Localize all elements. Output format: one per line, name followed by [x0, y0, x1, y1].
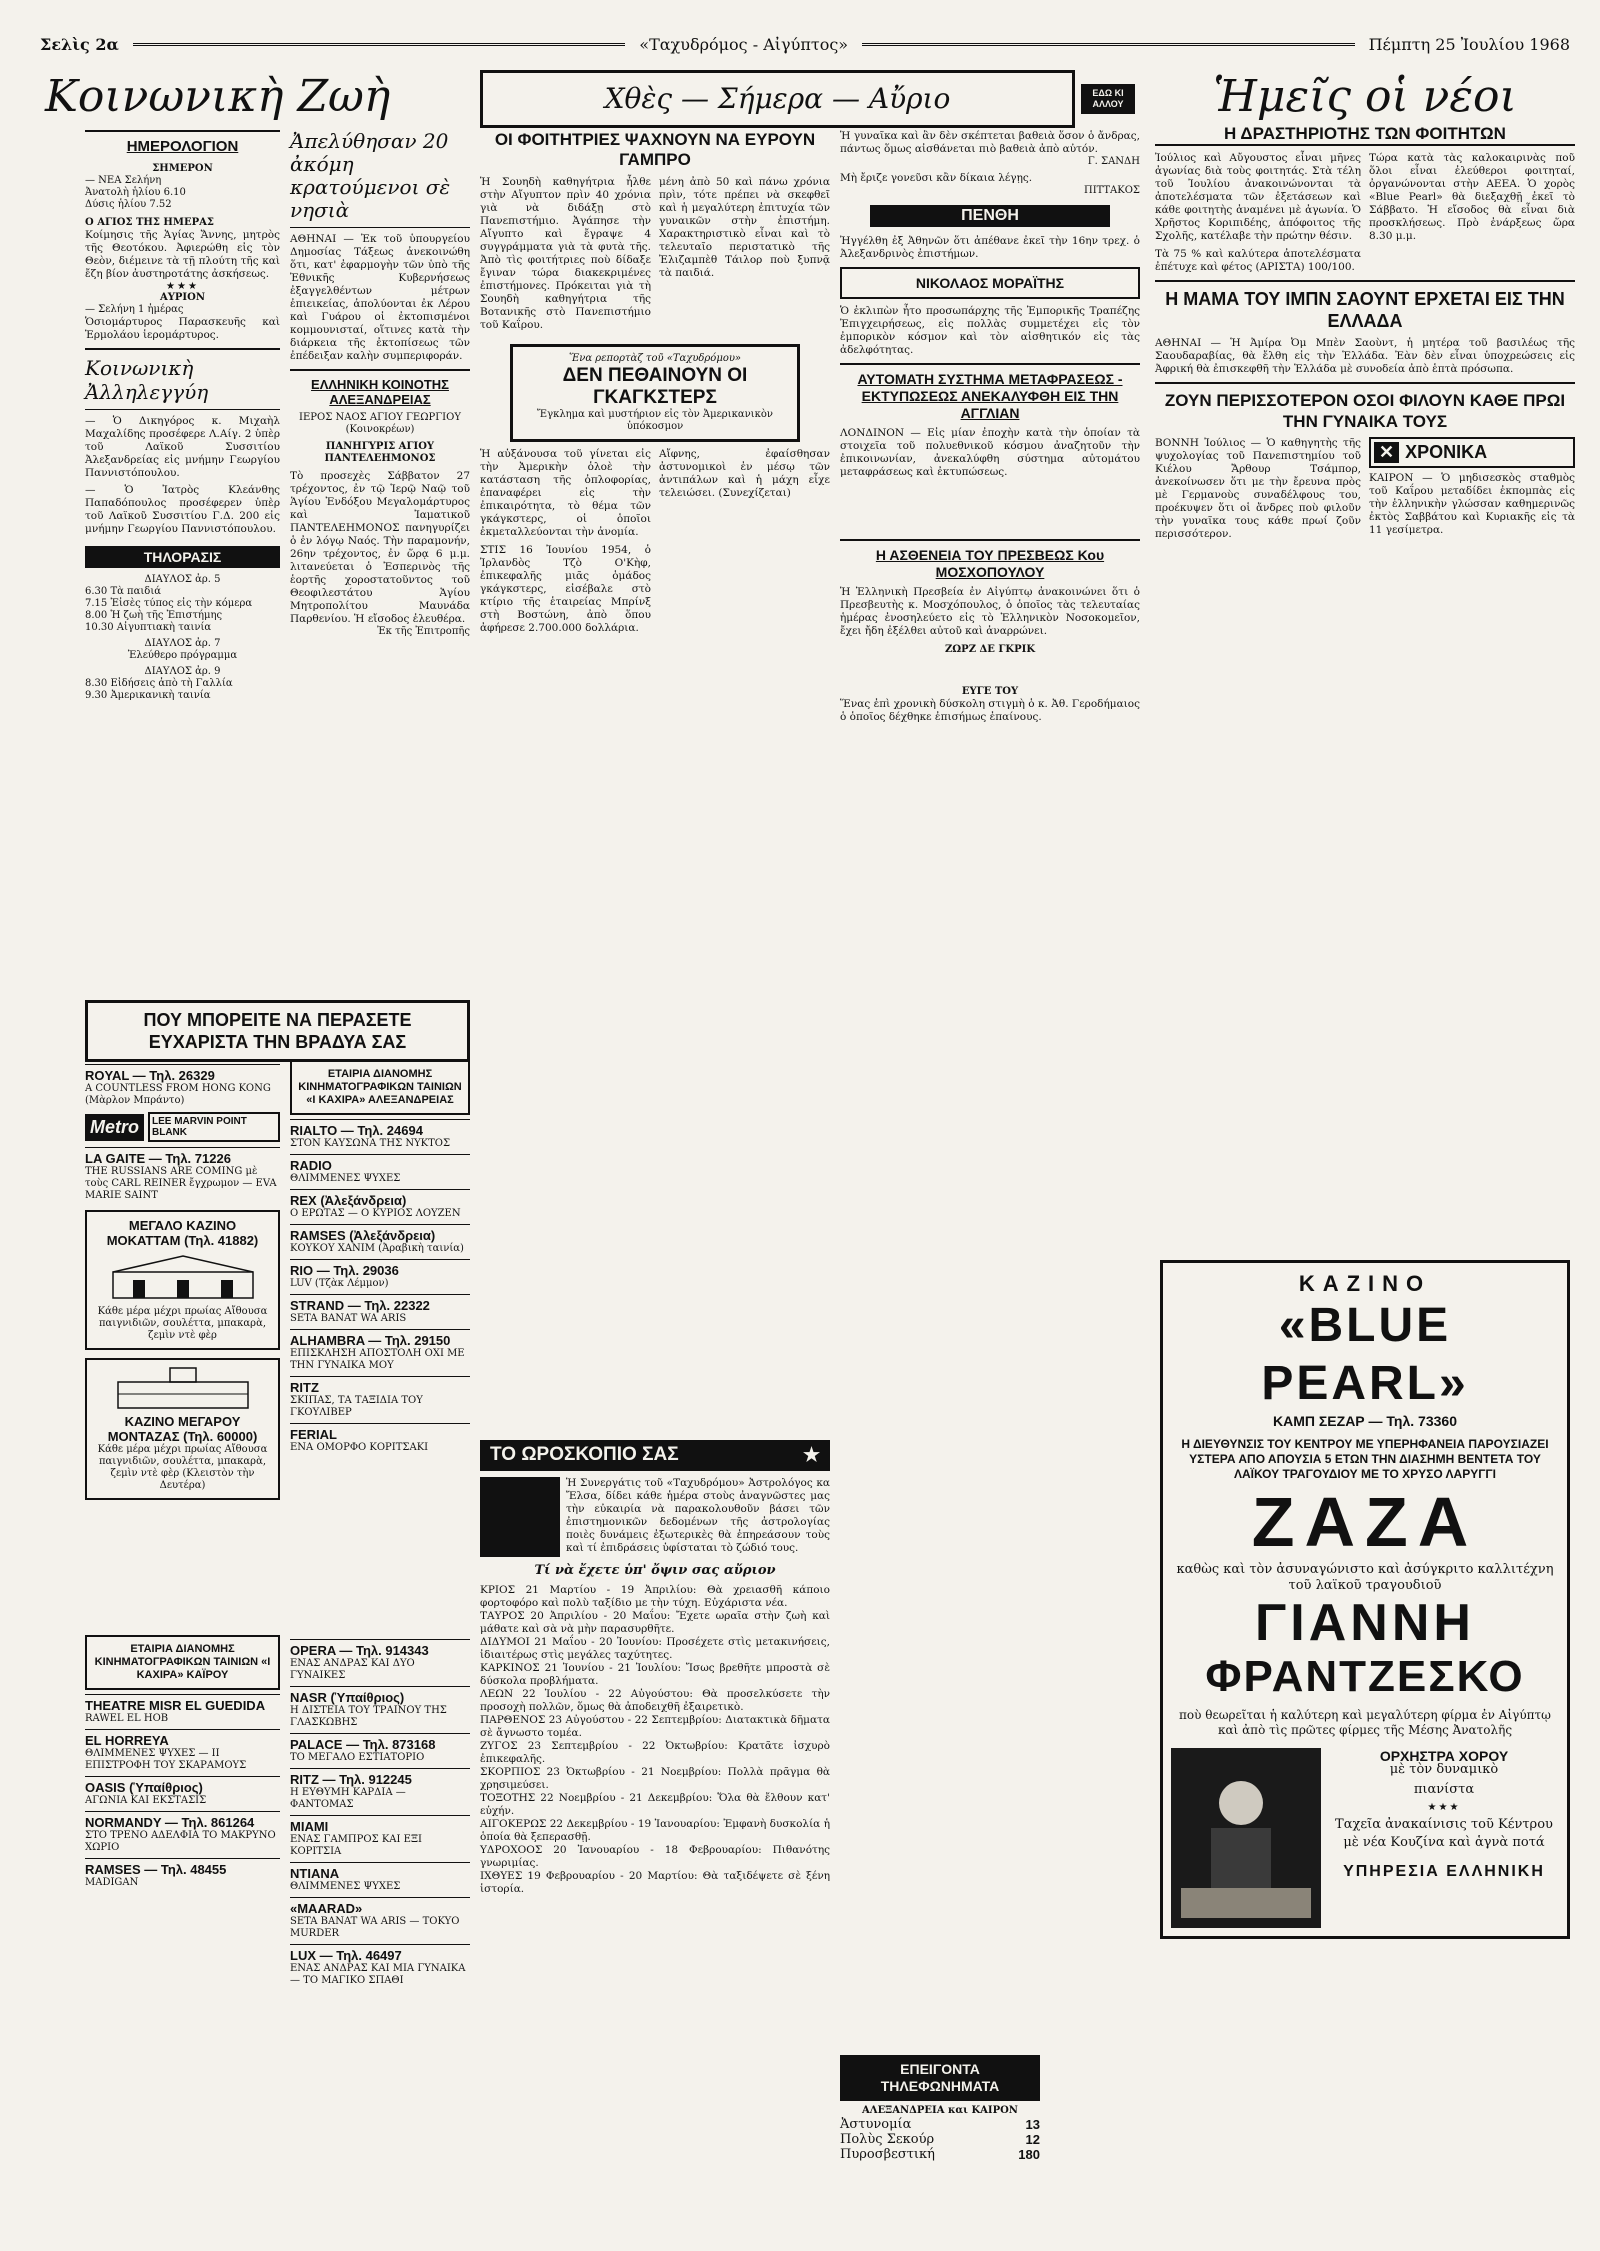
cinema-list [85, 1694, 280, 1889]
cinema-name: OASIS (Ὑπαίθριος) [85, 1776, 280, 1795]
ad-singer: ΖΑΖΑ [1251, 1483, 1479, 1561]
tv-entry: 6.30 Τὰ παιδιά [85, 586, 161, 597]
cinema-name: LUX — Τηλ. 46497 [290, 1944, 470, 1963]
article-body: Τώρα κατὰ τὰς καλοκαιρινὰς ποῦ ὅλοι εἶναι ἐλεύθεροι φοιτηταί, ὀργανώνονται στὴν ΑΕΕΑ. Ὁ χορὸς «Blue Pearl» θὰ διεξαχθῇ ἐκεῖ τὸ Σάββατο. Ἡ εἴσοδος θὰ εἶναι διὰ προσκλήσεως. Πρὸ ἐνάρξεως ὥρα 8.30 μ.μ. [1369, 152, 1575, 242]
gangsters-body: ΣΤΙΣ 16 Ἰουνίου 1954, ὁ Ἰρλανδὸς Τζὸ Ο'Κὴφ, ἐπικεφαλῆς μιᾶς ὁμάδος γκάγκστερς, εἰσέβαλε στὸ κτίριο τῆς ἑταιρείας Μπρίνξ στὴ Βοστώνη, ἀπὸ ὅπου ἀφήρεσε 2.700.000 δολλάρια. [480, 544, 651, 634]
quote-author: Γ. ΣΑΝΔΗ [1087, 156, 1140, 167]
article-title: ΕΥΓΕ ΤΟΥ [961, 686, 1019, 697]
page-number: Σελὶς 2α [40, 34, 119, 54]
gangsters-body: Ἡ αὐξάνουσα τοῦ γίνεται εἰς τὴν Ἀμερικὴν ὁλοὲ τὴν κατάσταση τῆς ὀπλοφορίας, ἐπαναφέρει εἰς τὴν ἐπικαιρότητα, τὸ θέμα τῶν γκάγκστερς, οἱ ὁποῖοι ἐκμεταλλεύονται τὴν ἀνομία. [480, 448, 651, 538]
cinema-name: EL HORREYA [85, 1729, 280, 1748]
section-title: Ἡμεῖς οἱ νέοι [1213, 71, 1517, 122]
metro-ad [85, 1112, 280, 1142]
distribution-title: ΕΤΑΙΡΙΑ ΔΙΑΝΟΜΗΣ ΚΙΝΗΜΑΤΟΓΡΑΦΙΚΩΝ ΤΑΙΝΙΩΝ «Ι ΚΑΧΙΡΑ» ΚΑΪΡΟΥ [85, 1635, 280, 1690]
casino-text: Κάθε μέρα μέχρι πρωίας Αἴθουσα παιγνιδιῶν, σουλέττα, μπακαρὰ, ζεμὶν ντὲ φὲρ (Κλειστὸν τὴν Δευτέρα) [97, 1444, 268, 1491]
ad-announce: Η ΔΙΕΥΘΥΝΣΙΣ ΤΟΥ ΚΕΝΤΡΟΥ ΜΕ ΥΠΕΡΗΦΑΝΕΙΑ ΠΑΡΟΥΣΙΑΖΕΙ ΥΣΤΕΡΑ ΑΠΟ ΑΠΟΥΣΙΑ 5 ΕΤΩΝ ΤΗΝ ΔΙΑΣΗΜΗ ΒΕΝΤΕΤΑ ΤΟΥ ΛΑΪΚΟΥ ΤΡΑΓΟΥΔΙΟΥ ΜΕ ΤΟ ΧΡΥΣΟ ΛΑΡΥΓΓΙ [1181, 1437, 1549, 1481]
horoscope-sign: ΖΥΓΟΣ 23 Σεπτεμβρίου - 22 Ὀκτωβρίου: Κρατᾶτε ἰσχυρὸ ἐπικεφαλῆς. [480, 1740, 830, 1765]
cinema-film: ΕΝΑ ΟΜΟΡΦΟ ΚΟΡΙΤΣΑΚΙ [290, 1442, 429, 1453]
ad-orchestra: ΟΡΧΗΣΤΡΑ ΧΟΡΟΥ [1379, 1748, 1509, 1764]
article-title: Η ΑΣΘΕΝΕΙΑ ΤΟΥ ΠΡΕΣΒΕΩΣ Κου ΜΟΣΧΟΠΟΥΛΟΥ [875, 547, 1105, 580]
ad-service: ΥΠΗΡΕΣΙΑ ΕΛΛΗΝΙΚΗ [1343, 1863, 1545, 1880]
byline: ΖΩΡΖ ΔΕ ΓΚΡΙΚ [944, 644, 1036, 655]
column-news [290, 130, 470, 638]
emergency-calls [840, 2055, 1040, 2162]
cinema-film: ΘΛΙΜΜΕΝΕΣ ΨΥΧΕΣ [290, 1173, 401, 1184]
column-foitites [480, 130, 830, 635]
horoscope-sign: ΣΚΟΡΠΙΟΣ 23 Ὀκτωβρίου - 21 Νοεμβρίου: Πολλὰ πρᾶγμα θὰ χρησιμεύσει. [480, 1766, 830, 1791]
ad-pianist: πιανίστα [1413, 1782, 1475, 1797]
hemerologion-heading: ΗΜΕΡΟΛΟΓΙΟΝ [126, 138, 239, 155]
article-title: Η ΜΑΜΑ ΤΟΥ ΙΜΠΝ ΣΑΟΥΝΤ ΕΡΧΕΤΑΙ ΕΙΣ ΤΗΝ ΕΛΛΑΔΑ [1165, 289, 1565, 331]
section-title: Κοινωνικὴ Ζωὴ [45, 71, 391, 122]
casino-title: ΜΕΓΑΛΟ ΚΑΖΙΝΟ ΜΟΚΑΤΤΑΜ (Τηλ. 41882) [106, 1218, 259, 1248]
today-label: ΣΗΜΕΡΟΝ [152, 163, 213, 174]
tv-channel: ΔΙΑΥΛΟΣ ἀρ. 9 [144, 666, 221, 677]
cinema-film: ΣΤΟ ΤΡΕΝΟ ΑΔΕΛΦΙΑ ΤΟ ΜΑΚΡΥΝΟ ΧΩΡΙΟ [85, 1830, 276, 1853]
cinema-film: Η ΔΙΣΤΕΙΑ ΤΟΥ ΤΡΑΙΝΟΥ ΤΗΣ ΓΛΑΣΚΩΒΗΣ [290, 1705, 447, 1728]
cinema-film: ΕΠΙΣΚΛΗΣΗ ΑΠΟΣΤΟΛΗ ΟΧΙ ΜΕ ΤΗΝ ΓΥΝΑΙΚΑ ΜΟΥ [290, 1348, 465, 1371]
quote-author: ΠΙΤΤΑΚΟΣ [1084, 185, 1140, 196]
horoscope-subhead: Τί νὰ ἔχετε ὑπ' ὄψιν σας αὔριον [534, 1563, 776, 1578]
article-title: ΖΟΥΝ ΠΕΡΙΣΣΟΤΕΡΟΝ ΟΣΟΙ ΦΙΛΟΥΝ ΚΑΘΕ ΠΡΩΙ ΤΗΝ ΓΥΝΑΙΚΑ ΤΟΥΣ [1164, 391, 1566, 431]
horoscope-banner [480, 1440, 830, 1471]
casino-montaza [85, 1358, 280, 1500]
gangsters-sub: Ἔγκλημα καὶ μυστήριον εἰς τὸν Ἀμερικανικὸν ὑπόκοσμον [537, 409, 773, 432]
sunrise-line: Ἀνατολὴ ἡλίου 6.10 [85, 187, 186, 198]
cinema-name: RADIO [290, 1154, 470, 1173]
cinema-film: Η ΕΥΘΥΜΗ ΚΑΡΔΙΑ — ΦΑΝΤΟΜΑΣ [290, 1787, 406, 1810]
astrologer-photo [480, 1477, 560, 1557]
cinema-film: ΘΛΙΜΜΕΝΕΣ ΨΥΧΕΣ — ΙΙ ΕΠΙΣΤΡΟΦΗ ΤΟΥ ΣΚΑΡΑΜΟΥΣ [85, 1748, 247, 1771]
horoscope [480, 1440, 830, 1896]
tomorrow-label: ΑΥΡΙΟΝ [160, 292, 205, 303]
feast-name: ΠΑΝΗΓΥΡΙΣ ΑΓΙΟΥ ΠΑΝΤΕΛΕΗΜΟΝΟΣ [324, 441, 436, 464]
article-body: ΚΑΙΡΟΝ — Ὁ μηδισεσκὸς σταθμὸς τοῦ Καΐρου μεταδίδει ἐκπομπὰς εἰς τὴν ἑλληνικὴν γλώσσαν καθημερινῶς ἐκτὸς Σαββάτου καὶ Κυριακῆς εἰς τὰ 11 γεσίμετρα. [1369, 472, 1575, 536]
emergency-list [840, 2117, 1040, 2162]
article-body: Ἡ Ἑλληνικὴ Πρεσβεία ἐν Αἰγύπτῳ ἀνακοινώνει ὅτι ὁ Πρεσβευτὴς κ. Μοσχόπουλος, ὁ ὁποῖος τὰς τελευταίας ἡμέρας ἐνοσηλεύετο εἰς τὸ Ἑλληνικὸν Νοσοκομεῖον, ἔχει ἤδη ἐξέλθει αὐτοῦ καὶ ἀναρρώνει. [840, 586, 1140, 637]
cinema-film: SETA BANAT WA ARIS [290, 1313, 407, 1324]
star-divider: ★★★ [166, 281, 199, 292]
header-rule [862, 43, 1355, 46]
cinema-film: MADIGAN [85, 1877, 139, 1888]
distribution-cairo [85, 1635, 470, 1987]
horoscope-sign: ΤΟΞΟΤΗΣ 22 Νοεμβρίου - 21 Δεκεμβρίου: Ὅλα θὰ ἔλθουν κατ' εὐχήν. [480, 1792, 830, 1817]
emergency-row [840, 2132, 1040, 2147]
header-rule [133, 43, 626, 46]
cinema-name: RITZ — Τηλ. 912245 [290, 1768, 470, 1787]
column-neoi [1155, 70, 1575, 541]
distribution-alexandria [290, 1060, 470, 1454]
tv-entry: 9.30 Ἀμερικανικὴ ταινία [85, 690, 211, 701]
article-body: Ἡ Σουηδὴ καθηγήτρια ἦλθε στὴν Αἴγυπτον πρὶν 40 χρόνια γιὰ νὰ διδάξῃ στὸ Πανεπιστήμιο. Ἀγάπησε τὴν Αἴγυπτο καὶ ἔγραψε 4 συγγράμματα γιὰ τὰ φυτὰ τῆς. Ἀπὸ τὶς φοιτήτριες ποὺ δίδαξε ἔγιναν τώρα διακεκριμένες ἐπιστήμονες. Πρόκειται γιὰ τὴ Σουηδὴ καθηγήτρια τῆς Βοτανικῆς στὸ Πανεπιστήμιο τοῦ Καΐρου. [480, 176, 651, 331]
gangsters-kicker: Ἕνα ρεπορτὰζ τοῦ «Ταχυδρόμου» [568, 353, 742, 364]
article-body: Τὰ 75 % καὶ καλύτερα ἀποτελέσματα ἐπέτυχε καὶ φέτος (ΑΡΙΣΤΑ) 100/100. [1155, 248, 1361, 273]
issue-date: Πέμπτη 25 Ἰουλίου 1968 [1368, 34, 1570, 54]
ad-orchestra-sub: μὲ τὸν δυναμικὸ [1389, 1762, 1499, 1777]
cairo-right [290, 1635, 470, 1987]
cinema-film: ΕΝΑΣ ΑΝΔΡΑΣ ΚΑΙ ΜΙΑ ΓΥΝΑΙΚΑ — ΤΟ ΜΑΓΙΚΟ ΣΠΑΘΙ [290, 1963, 466, 1986]
paper-name: «Ταχυδρόμος - Αἰγύπτος» [639, 34, 849, 54]
tv-entry: 8.30 Εἰδήσεις ἀπὸ τὴ Γαλλία [85, 678, 233, 689]
moon-line: — ΝΕΑ Σελήνη [85, 175, 162, 186]
banner-title: Χθὲς — Σήμερα — Αὔριο [480, 70, 1075, 128]
emergency-number: 12 [1025, 2132, 1040, 2147]
cinema-name: OPERA — Τηλ. 914343 [290, 1639, 470, 1658]
solidarity-item: — Ὁ Δικηγόρος κ. Μιχαὴλ Μαχαλίδης προσέφερε Λ.Αίγ. 2 ὑπὲρ τοῦ Λαϊκοῦ Συσσιτίου Ἀλεξανδρείας εἰς μνήμην Γεωργίου Παννιστόπουλου. [85, 415, 280, 479]
horoscope-sign: ΠΑΡΘΕΝΟΣ 23 Αὐγούστου - 22 Σεπτεμβρίου: Διατακτικὰ δῆματα σὲ ἄγνωστο τομέα. [480, 1714, 830, 1739]
cinema-film: ΘΛΙΜΜΕΝΕΣ ΨΥΧΕΣ [290, 1881, 401, 1892]
casino-mokattam [85, 1210, 280, 1350]
horoscope-title: ΤΟ ΩΡΟΣΚΟΠΙΟ ΣΑΣ [490, 1444, 679, 1465]
ad-kazino: ΚΑΖΙΝΟ [1298, 1271, 1432, 1296]
cinema-name: RIALTO — Τηλ. 24694 [290, 1119, 470, 1138]
casino-text: Κάθε μέρα μέχρι πρωίας Αἴθουσα παιγνιδιῶν, σουλέττα, μπακαρὰ, ζεμὶν ντὲ φὲρ [97, 1306, 268, 1341]
article-body: ΒΟΝΝΗ Ἰούλιος — Ὁ καθηγητὴς τῆς ψυχολογίας τοῦ Πανεπιστημίου τοῦ Κιέλου Ἄρθουρ Τσάμπορ, ἀνεκοίνωσεν ὅτι με τὴν ἔρευνα πρὸς μὲ Γερμανοὺς συναδέλφους του, προέκυψεν ὅτι οἱ ἄνδρες ποὺ φιλοῦν τὴν γυναῖκα τους κάθε πρωί ζοῦν περισσότερον. [1155, 437, 1361, 540]
emergency-city: ΑΛΕΞΑΝΔΡΕΙΑ και ΚΑΙΡΟΝ [862, 2105, 1018, 2116]
chronika-title: ΧΡΟΝΙΚΑ [1405, 442, 1488, 462]
cinema-name: REX (Ἀλεξάνδρεια) [290, 1189, 470, 1208]
metro-film: LEE MARVIN POINT BLANK [148, 1112, 280, 1142]
cinema-name: ΝΤΙΑΝΑ [290, 1862, 470, 1881]
pianist-photo [1171, 1748, 1321, 1928]
middle-section [480, 70, 1135, 128]
chronika-box [1369, 437, 1575, 468]
star-divider: ★★★ [1427, 1802, 1461, 1813]
cinema-film: Ο ΕΡΩΤΑΣ — Ο ΚΥΡΙΟΣ ΛΟΥΖΕΝ [290, 1208, 461, 1219]
metro-logo: Metro [85, 1114, 144, 1141]
church-closing: Ἐκ τῆς Ἐπιτροπῆς [377, 626, 470, 637]
emergency-label: Ἀστυνομία [840, 2117, 912, 2132]
quote: Ἡ γυναῖκα καὶ ἂν δὲν σκέπτεται βαθειὰ ὅσον ὁ ἄνδρας, πάντως ὅμως αἰσθάνεται πιὸ βαθειὰ ἀπὸ αὐτόν. [840, 130, 1140, 155]
section-head: Η ΔΡΑΣΤΗΡΙΟΤΗΣ ΤΩΝ ΦΟΙΤΗΤΩΝ [1155, 124, 1575, 146]
temple-name: ΙΕΡΟΣ ΝΑΟΣ ΑΓΙΟΥ ΓΕΩΡΓΙΟΥ (Κοινοκρέων) [299, 412, 461, 435]
ad-renovation: Ταχεῖα ἀνακαίνισις τοῦ Κέντρου [1335, 1817, 1553, 1832]
cairo-left [85, 1635, 280, 1987]
obituary-text: Ἠγγέλθη ἐξ Ἀθηνῶν ὅτι ἀπέθανε ἐκεῖ τὴν 16ην τρεχ. ὁ Ἀλεξανδρινὸς ἐπιστήμων. [840, 235, 1140, 260]
article-body: ΛΟΝΔΙΝΟΝ — Εἰς μίαν ἐποχὴν κατὰ τὴν ὁποίαν τὰ στοιχεῖα τοῦ πολυεθνικοῦ κόσμου ἀναζητοῦν τὴν ἐπικοινωνίαν, ἀνεκαλύφθη σύστημα αὐτομάτου μεταφράσεως καὶ ἐκτυπώσεως. [840, 427, 1140, 478]
ad-firm: ποὺ θεωρεῖται ἡ καλύτερη καὶ μεγαλύτερη φίρμα ἐν Αἰγύπτῳ καὶ ἀπὸ τὶς πρῶτες φίρμες τῆς Μέσης Ἀνατολῆς [1179, 1708, 1551, 1737]
palace-illustration [108, 1366, 258, 1410]
gangsters-title: ΔΕΝ ΠΕΘΑΙΝΟΥΝ ΟΙ ΓΚΑΓΚΣΤΕΡΣ [562, 365, 748, 408]
article-body: μένη ἀπὸ 50 καὶ πάνω χρόνια πρὶν, τότε πρέπει νὰ σκεφθεῖ καὶ ἡ μεγαλύτερη ἐπιτυχία τῶν γυναικῶν στὴν ἐπιστήμη. Χαρακτηριστικὸ εἶναι καὶ τὸ τελευταῖο περιστατικὸ τῆς Ἐλιζαμπὲθ Τάιλορ ποὺ ξυπνᾷ τὰ παιδιά. [659, 176, 830, 279]
cinema-film: LUV (Τζὰκ Λέμμον) [290, 1278, 389, 1289]
saint-text: Κοίμησις τῆς Ἁγίας Ἄννης, μητρὸς τῆς Θεοτόκου. Ἀφιερώθη εἰς τὸν Θεὸν, διέμεινε τὰ τῇ πλούτη τῆς καὶ ἔζη βίον ἀυστηροτάτης ἀσκήσεως. [85, 229, 280, 280]
horoscope-sign: ΛΕΩΝ 22 Ἰουλίου - 22 Αὐγούστου: Θὰ προσελκύσετε τὴν προσοχὴ πολλῶν, ὅμως θὰ ἀποδειχθῆ ἐξαιρετικὸ. [480, 1688, 830, 1713]
article-body: Ἕνας ἐπὶ χρονικὴ δύσκολη στιγμὴ ὁ κ. Ἀθ. Γεροδήμαιος ὁ ὁποῖος δέχθηκε ἐπισήμως ἐπαίνους. [840, 698, 1140, 723]
horoscope-sign: ΔΙΔΥΜΟΙ 21 Μαΐου - 20 Ἰουνίου: Προσέχετε στὶς μετακινήσεις, ἰδιαιτέρως στὶς μεγάλες ταχύτητες. [480, 1636, 830, 1661]
obituary-name: ΝΙΚΟΛΑΟΣ ΜΟΡΑΪΤΗΣ [840, 267, 1140, 299]
cinema-name: LA GAITE — Τηλ. 71226 [85, 1147, 280, 1166]
cinema-film: THE RUSSIANS ARE COMING μὲ τοὺς CARL REINER ἔγχρωμον — EVA MARIE SAINT [85, 1166, 277, 1201]
cinema-name: RAMSES (Ἀλεξάνδρεια) [290, 1224, 470, 1243]
gangsters-body: Αἴφνης, ἐφαίσθησαν ἀστυνομικοὶ ἐν μέσῳ τῶν ἀντιπάλων καὶ ἡ μάχη εἶχε τελειώσει. (Συνεχίζεται) [659, 448, 830, 499]
obituary-bio: Ὁ ἐκλιπὼν ἦτο προσωπάρχης τῆς Ἐμπορικῆς Τραπέζης Ἐπιγχειρήσεως, εἰς πολλὰς συμμετέχει εἰς τὸν ἐμπορικὸν κόσμον καὶ τὸν αἰσθητικόν εἰς τὰς ἀδελφότητας. [840, 305, 1140, 356]
cinema-name: «MAARAD» [290, 1897, 470, 1916]
cinema-name: NASR (Ὑπαίθριος) [290, 1686, 470, 1705]
ad-with: καθὼς καὶ τὸν ἀσυναγώνιστο καὶ ἀσύγκριτο καλλιτέχνη τοῦ λαϊκοῦ τραγουδιοῦ [1176, 1562, 1554, 1593]
cinema-name: RIO — Τηλ. 29036 [290, 1259, 470, 1278]
chthes-banner [480, 70, 1135, 128]
article-body: ΑΘΗΝΑΙ — Ἐκ τοῦ ὑπουργείου Δημοσίας Τάξεως ἀνεκοινώθη ὅτι, κατ' ἐφαρμογὴν τῶν ὑπὸ τῆς Ἐθνικῆς Κυβερνήσεως ἐξαγγελθέντων μέτρων ἐπιεικείας, ἀπολύονται ἐκ Λέρου καὶ Γυάρου οἱ ἐκτοπισμένοι κομμουνισταί, οἵτινες κατὰ τὴν διάρκεια τῆς ἐκτοπίσεως τῶν ἐπέδειξαν καλὴν συμπεριφοράν. [290, 233, 470, 362]
solidarity-title: Κοινωνικὴ Ἀλληλεγγύη [85, 356, 209, 404]
tv-entry: 7.15 Ἐἰσὲς τύπος εἰς τὴν κόμερα [85, 598, 253, 609]
cinema-film: RAWEL EL HOB [85, 1713, 169, 1724]
ad-address: ΚΑΜΠ ΣΕΖΑΡ — Τηλ. 73360 [1273, 1413, 1457, 1429]
horoscope-sign: ΚΑΡΚΙΝΟΣ 21 Ἰουνίου - 21 Ἰουλίου: Ἴσως βρεθῆτε μπροστὰ σὲ δύσκολα προβλήματα. [480, 1662, 830, 1687]
cinema-name: FERIAL [290, 1423, 470, 1442]
cinema-film: ΕΝΑΣ ΑΝΔΡΑΣ ΚΑΙ ΔΥΟ ΓΥΝΑΙΚΕΣ [290, 1658, 415, 1681]
horoscope-sign: ΥΔΡΟΧΟΟΣ 20 Ἰανουαρίου - 18 Φεβρουαρίου: Πιθανότης γνωριμίας. [480, 1844, 830, 1869]
cinema-film: ΕΝΑΣ ΓΑΜΠΡΟΣ ΚΑΙ ΕΞΙ ΚΟΡΙΤΣΙΑ [290, 1834, 422, 1857]
cinema-film: ΣΤΟΝ ΚΑΥΣΩΝΑ ΤΗΣ ΝΥΚΤΟΣ [290, 1138, 451, 1149]
cinema-name: NORMANDY — Τηλ. 861264 [85, 1811, 280, 1830]
article-title: Ἀπελύθησαν 20 ἀκόμη κρατούμενοι σὲ νησιὰ [290, 129, 451, 222]
page-header [40, 30, 1570, 58]
cinema-film: ΑΓΩΝΙΑ ΚΑΙ ΕΚΣΤΑΣΙΣ [85, 1795, 207, 1806]
church-text: Τὸ προσεχὲς Σάββατον 27 τρέχοντος, ἐν τῷ Ἱερῷ Ναῷ τοῦ Ἁγίου Ἐνδόξου Μεγαλομάρτυρος καὶ Ἰαματικοῦ ΠΑΝΤΕΛΕΗΜΟΝΟΣ πανηγυρίζει ὁ ἐν λόγῳ Ναός. Τὴν παραμονήν, 26ην τρέχοντος, ἐν ὥρᾳ 6 μ.μ. λιτανεύεται ὁ Ἐσπερινὸς τῆς ἑορτῆς χοροστατοῦντος τοῦ Θεοφιλεστάτου Ἁγίου Μητροπολίτου Μαυνάδα Παρθενίου. Ἡ εἴσοδος ἐλευθέρα. [290, 470, 470, 625]
horoscope-sign: ΤΑΥΡΟΣ 20 Ἀπριλίου - 20 Μαΐου: Ἔχετε ωραῖα στὴν ζωὴ καὶ μάθατε καὶ σὰ νὰ μὴν παρασυρθῆτε. [480, 1610, 830, 1635]
saint-heading: Ο ΑΓΙΟΣ ΤΗΣ ΗΜΕΡΑΣ [85, 217, 214, 228]
cinema-list [290, 1119, 470, 1454]
cinema-name: STRAND — Τηλ. 22322 [290, 1294, 470, 1313]
horoscope-sign: ΙΧΘΥΕΣ 19 Φεβρουαρίου - 20 Μαρτίου: Θὰ ταξιδέψετε σὲ ξένη ἱστορία. [480, 1870, 830, 1895]
article-body: Ἰούλιος καὶ Αὔγουστος εἶναι μῆνες ἀγωνίας διὰ τοὺς φοιτητάς. Στὰ τέλη τοῦ Ἰουλίου ἀνακοινώνονται τὰ ἀποτελέσματα τῶν ἐξετάσεων καὶ κάθε φοιτητὴς ἀναμένει μὲ ἀγωνία. Ὁ Χρῆστος Κοριπιδέης, ἀπόφοιτος τῆς Σχολῆς, κατέλαβε τὴν πρώτην θέσιν. [1155, 152, 1361, 242]
gangsters-box [510, 344, 800, 442]
cinema-name: THEATRE MISR EL GUEDIDA [85, 1694, 280, 1713]
tv-heading: ΤΗΛΟΡΑΣΙΣ [85, 546, 280, 568]
blue-pearl-ad [1160, 1260, 1570, 1939]
tv-entry: 8.00 Ἡ ζωὴ τῆς Ἐπιστήμης [85, 610, 223, 621]
tv-channel: ΔΙΑΥΛΟΣ ἀρ. 5 [144, 574, 221, 585]
ad-artist: ΓΙΑΝΝΗ [1255, 1594, 1475, 1652]
cinema-film: SETA BANAT WA ARIS — TOKYO MURDER [290, 1916, 460, 1939]
horoscope-sign: ΑΙΓΟΚΕΡΩΣ 22 Δεκεμβρίου - 19 Ἰανουαρίου: Ἐμφανὴ δυσκολία ἡ ὁποία θὰ ξεπερασθῇ. [480, 1818, 830, 1843]
quote: Μὴ ἔριζε γονεῦσι κἂν δίκαια λέγῃς. [840, 172, 1033, 184]
cinema-film: A COUNTLESS FROM HONG KONG (Μὰρλον Μπράντο) [85, 1083, 271, 1106]
tv-entry: Ἐλεύθερο πρόγραμμα [127, 650, 238, 661]
horoscope-intro: Ἡ Συνεργάτις τοῦ «Ταχυδρόμου» Ἀστρολόγος κα Ἔλσα, δίδει κάθε ἡμέρα στοὺς ἀναγνῶστες μας τὴν εὐκαιρία νὰ παρακολουθοῦν βάσει τῶν ἐπιστημονικῶν δεδομένων τῆς ἀστρολογίας ποιὲς δυνάμεις ἐξωτερικὲς θὰ ἐπηρεάσουν τοὺς καὶ τί ἐπιδράσεις ὑφίσταται τὸ ζώδιό τους. [566, 1477, 830, 1554]
article-title: ΟΙ ΦΟΙΤΗΤΡΙΕΣ ΨΑΧΝΟΥΝ ΝΑ ΕΥΡΟΥΝ ΓΑΜΠΡΟ [494, 130, 816, 169]
emergency-label: Πυροσβεστική [840, 2147, 935, 2162]
tv-entry: 10.30 Αἰγυπτιακὴ ταινία [85, 622, 212, 633]
banner-tag: ΕΔΩ ΚΙ ΑΛΛΟΥ [1081, 84, 1135, 114]
evening-ads [85, 1000, 470, 1062]
ad-name: «BLUE PEARL» [1261, 1299, 1469, 1410]
horoscope-list [480, 1584, 830, 1896]
cinema-film: ΚΟΥΚΟΥ ΧΑΝΙΜ (Ἀραβικὴ ταινία) [290, 1243, 464, 1254]
tomorrow-saints: Ὁσιομάρτυρος Παρασκευῆς καὶ Ἑρμολάου ἱερομάρτυρος. [85, 316, 280, 341]
evening-title: ΠΟΥ ΜΠΟΡΕΙΤΕ ΝΑ ΠΕΡΑΣΕΤΕ ΕΥΧΑΡΙΣΤΑ ΤΗΝ ΒΡΑΔΥΑ ΣΑΣ [85, 1000, 470, 1062]
community-heading: ΕΛΛΗΝΙΚΗ ΚΟΙΝΟΤΗΣ ΑΛΕΞΑΝΔΡΕΙΑΣ [311, 377, 449, 407]
tv-channel: ΔΙΑΥΛΟΣ ἀρ. 7 [144, 638, 221, 649]
star-icon: ★ [802, 1445, 820, 1466]
x-icon: ✕ [1374, 442, 1399, 463]
sunset-line: Δύσις ἡλίου 7.52 [85, 199, 172, 210]
ad-artist: ΦΡΑΝΤΖΕΣΚΟ [1205, 1652, 1525, 1701]
emergency-row [840, 2147, 1040, 2162]
casino-illustration [108, 1252, 258, 1302]
cinema-film: ΤΟ ΜΕΓΑΛΟ ΕΣΤΙΑΤΟΡΙΟ [290, 1752, 425, 1763]
cinema-name: PALACE — Τηλ. 873168 [290, 1733, 470, 1752]
evening-left-ads [85, 1060, 280, 1500]
obituary-title: ΠΕΝΘΗ [870, 205, 1110, 227]
casino-title: ΚΑΖΙΝΟ ΜΕΓΑΡΟΥ ΜΟΝΤΑΖΑΣ (Τηλ. 60000) [107, 1414, 258, 1444]
cinema-name: MIAMI [290, 1815, 470, 1834]
emergency-label: Πολὺς Σεκούρ [840, 2132, 935, 2147]
emergency-row [840, 2117, 1040, 2132]
cinema-name: RITZ [290, 1376, 470, 1395]
cinema-name: RAMSES — Τηλ. 48455 [85, 1858, 280, 1877]
ad-food: μὲ νέα Κουζίνα καὶ ἁγνὰ ποτά [1343, 1835, 1545, 1850]
article-body: ΑΘΗΝΑΙ — Ἡ Ἀμίρα Ὀμ Μπὲν Σαοὺντ, ἡ μητέρα τοῦ βασιλέως τῆς Σαουδαραβίας, θὰ ἔλθη εἰς τὴν Ἑλλάδα. Ἐὰν δὲν εἶναι ὑποχρεώσεις εἰς Ἀφρική θὰ ἐπισκεφθῆ τὴν Ἑλλάδα μὲ συνοδεία ἀπὸ ἑπτὰ πρόσωπα. [1155, 337, 1575, 375]
emergency-number: 180 [1018, 2147, 1040, 2162]
column-4 [840, 130, 1140, 724]
tomorrow-moon: — Σελήνη 1 ἡμέρας [85, 304, 184, 315]
cinema-name: ALHAMBRA — Τηλ. 29150 [290, 1329, 470, 1348]
solidarity-item: — Ὁ Ἰατρὸς Κλεάνθης Παπαδόπουλος προσέφερεν ὑπὲρ τοῦ Λαϊκοῦ Συσσιτίου Γ.Δ. 200 εἰς μνήμην Γεωργίου Παννιστόπουλου. [85, 484, 280, 535]
distribution-title: ΕΤΑΙΡΙΑ ΔΙΑΝΟΜΗΣ ΚΙΝΗΜΑΤΟΓΡΑΦΙΚΩΝ ΤΑΙΝΙΩΝ «Ι ΚΑΧΙΡΑ» ΑΛΕΞΑΝΔΡΕΙΑΣ [290, 1060, 470, 1115]
article-title: ΑΥΤΟΜΑΤΗ ΣΥΣΤΗΜΑ ΜΕΤΑΦΡΑΣΕΩΣ - ΕΚΤΥΠΩΣΕΩΣ ΑΝΕΚΑΛΥΦΘΗ ΕΙΣ ΤΗΝ ΑΓΓΛΙΑΝ [857, 371, 1123, 421]
horoscope-sign: ΚΡΙΟΣ 21 Μαρτίου - 19 Ἀπριλίου: Θὰ χρειασθῆ κάποιο φορτοφόρο καὶ πολὺ ταξίδιο με τὴν τύχη. Εὐχάριστα νέα. [480, 1584, 830, 1609]
cinema-name: ROYAL — Τηλ. 26329 [85, 1064, 280, 1083]
emergency-title: ΕΠΕΙΓΟΝΤΑ ΤΗΛΕΦΩΝΗΜΑΤΑ [840, 2055, 1040, 2101]
cinema-film: ΣΚΙΠΑΣ, ΤΑ ΤΑΞΙΔΙΑ ΤΟΥ ΓΚΟΥΛΙΒΕΡ [290, 1395, 423, 1418]
emergency-number: 13 [1025, 2117, 1040, 2132]
